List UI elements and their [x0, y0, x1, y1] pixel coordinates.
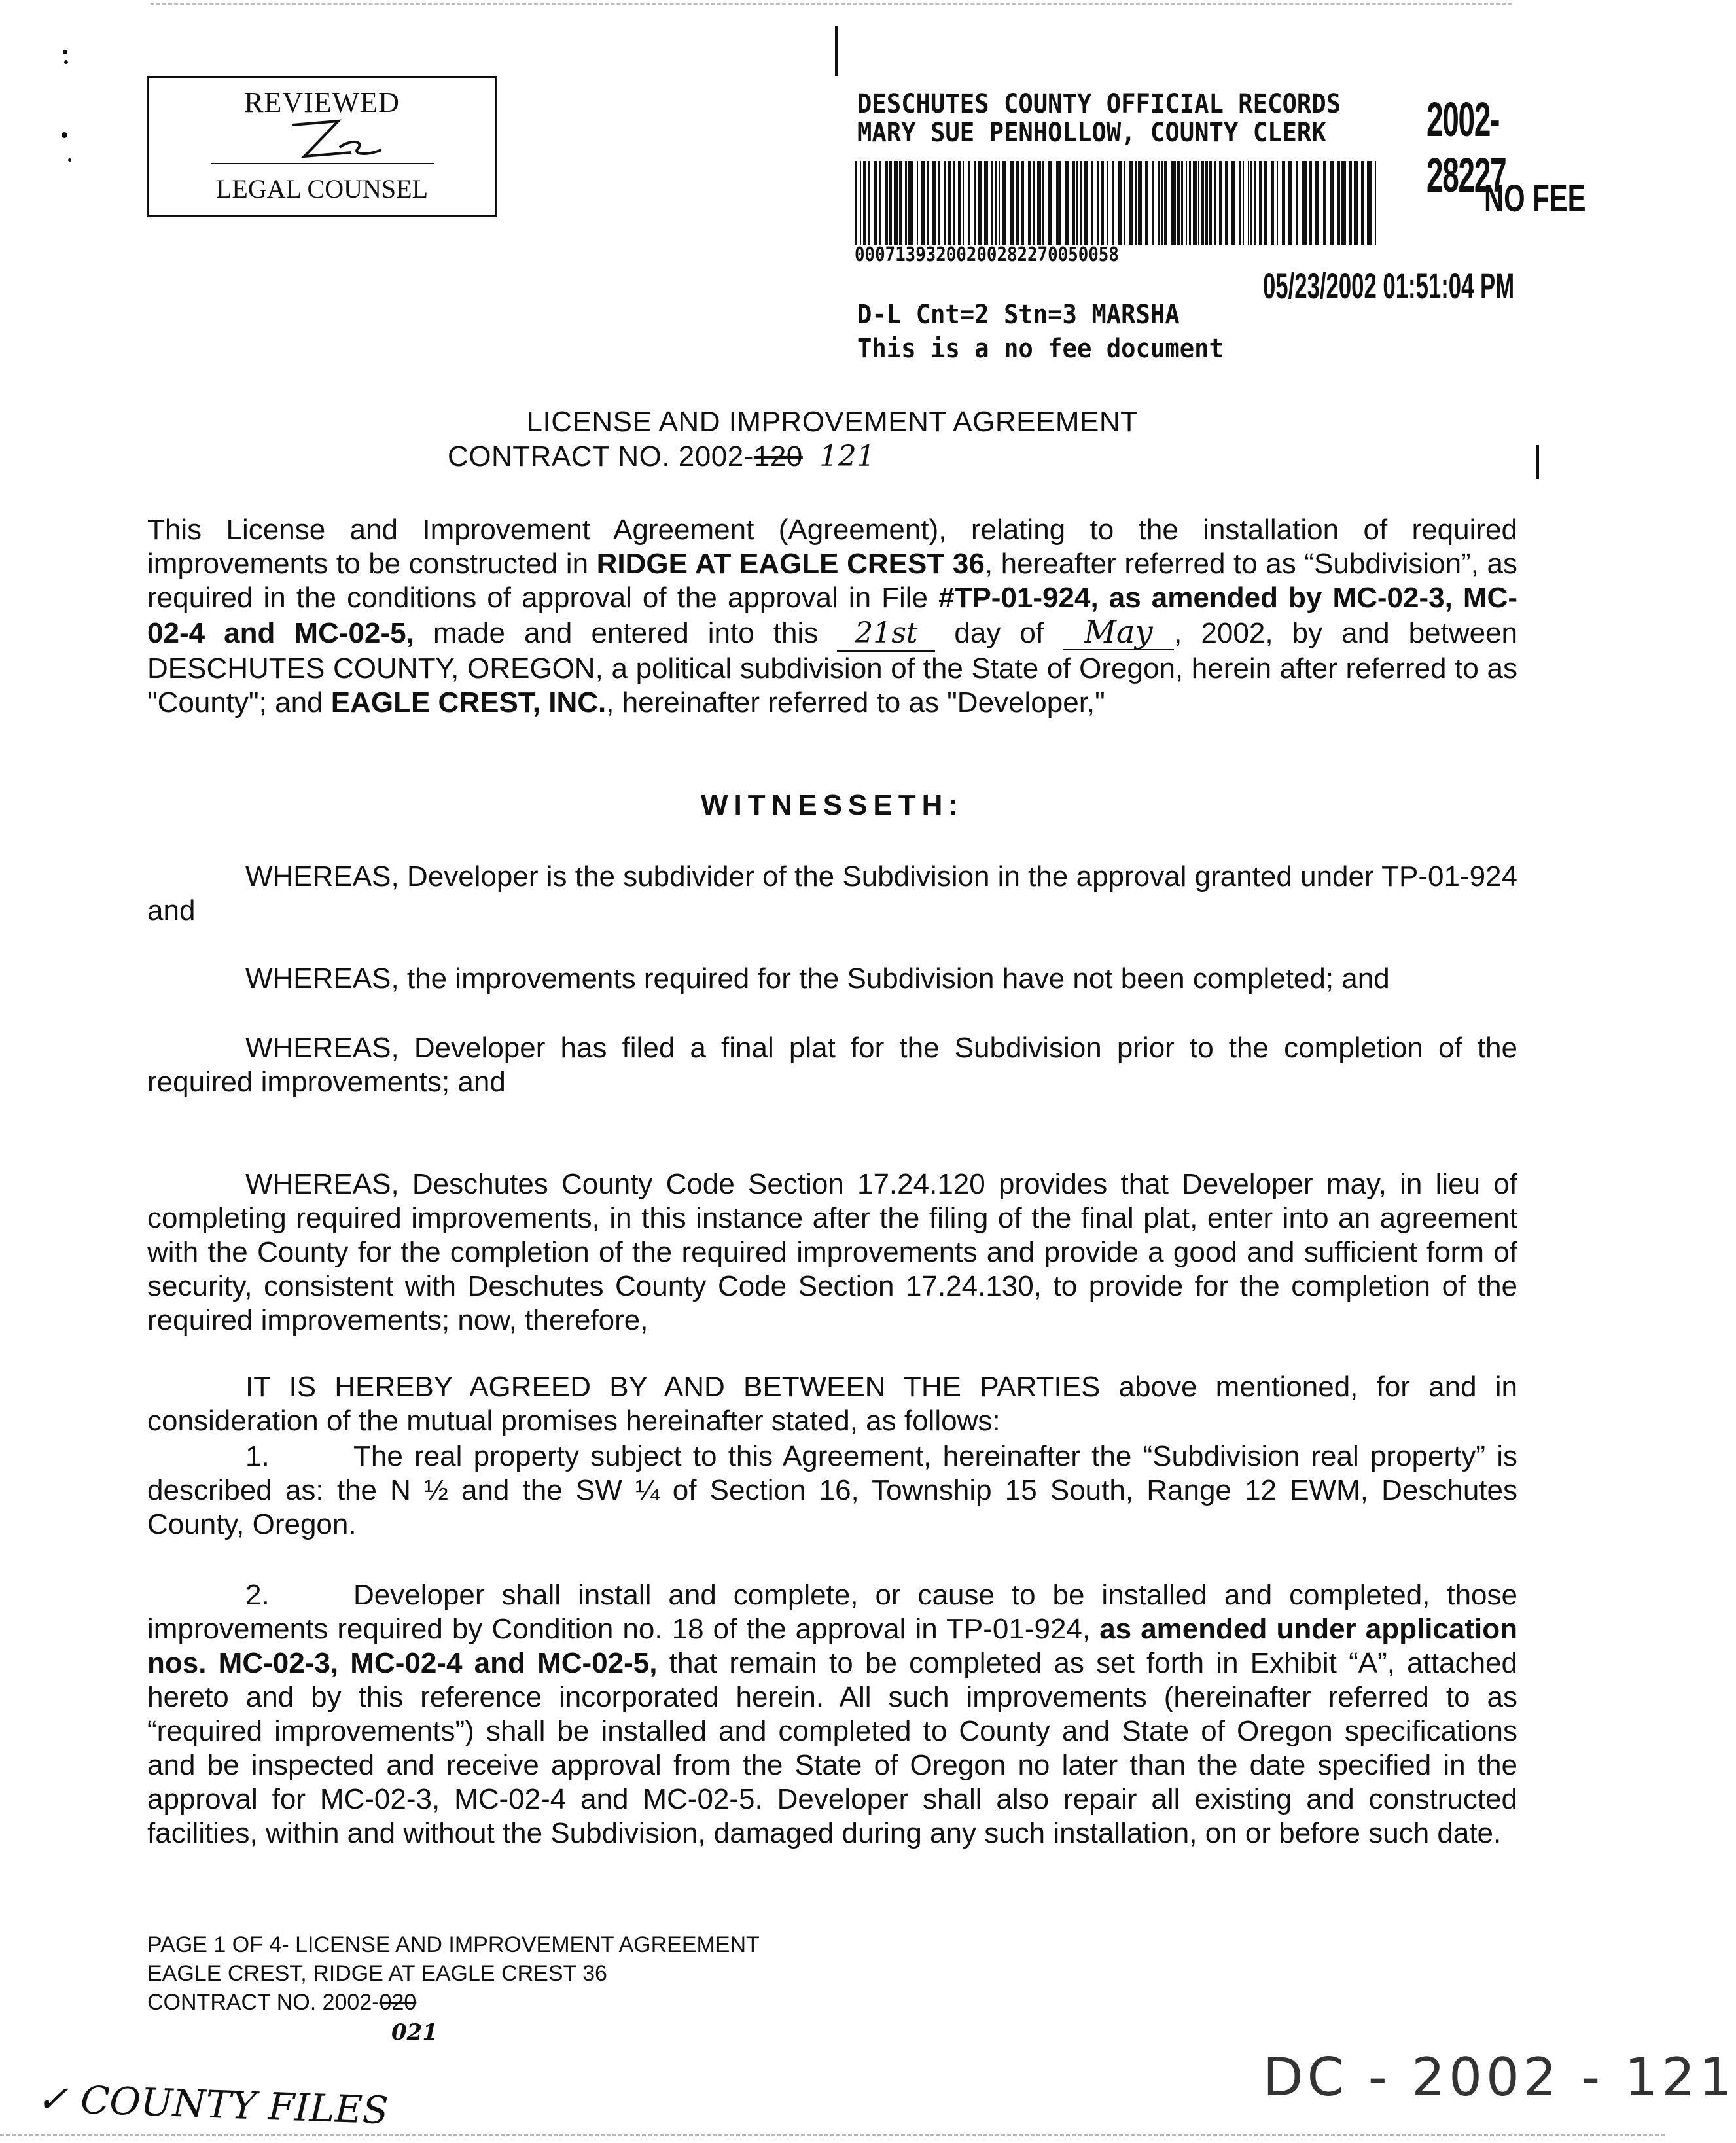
clause-number: 1.	[245, 1440, 270, 1472]
footer-project-line: EAGLE CREST, RIDGE AT EAGLE CREST 36	[147, 1961, 607, 1986]
intro-text: , 2002, by and between DESCHUTES COUNTY, OREGON, a political subdivision of the State of Oregon, herein after referred to as "County"; and	[147, 617, 1518, 718]
whereas-paragraph	[147, 962, 1517, 996]
whereas-paragraph	[147, 1031, 1517, 1099]
intro-text: made and entered into this	[414, 617, 838, 649]
witnesseth-heading: WITNESSETH:	[700, 789, 965, 821]
intro-paragraph	[147, 513, 1517, 720]
footer-handwritten-number: 021	[391, 2019, 438, 2046]
intro-text: day of	[935, 617, 1063, 649]
record-number: 2002-28227	[1426, 92, 1506, 202]
clause-1	[147, 1440, 1517, 1542]
whereas-paragraph	[147, 1167, 1517, 1337]
barcode-number: 00071393200200282270050058	[855, 243, 1119, 266]
footer-contract-struck: 020	[379, 1990, 417, 2015]
contract-number	[448, 440, 876, 473]
recording-date-time: 05/23/2002 01:51:04 PM	[1263, 265, 1515, 306]
contract-handwritten-number: 121	[819, 440, 876, 473]
footer-contract-line	[147, 1988, 416, 2017]
footer-page-line: PAGE 1 OF 4- LICENSE AND IMPROVEMENT AGREEMENT	[147, 1932, 760, 1957]
dc-contract-stamp: DC - 2002 - 121	[1263, 2047, 1736, 2108]
clause-text: that remain to be completed as set forth in Exhibit “A”, attached hereto and by this reference incorporated herein. All such improvements (hereinafter referred to as “required improvements”) shall be installed and completed to County and State of Oregon specifications and be inspected and receive approval from the State of Oregon no later than the date specified in the approval for MC-02-3, MC-02-4 and MC-02-5. Developer shall also repair all existing and constructed facilities, within and without the Subdivision, damaged during any such installation, on or before such date.	[147, 1647, 1517, 1849]
clause-text: Developer shall install and complete, or cause to be installed and completed, those improvements required by Condition no. 18 of the approval in TP-01-924,	[147, 1579, 1517, 1645]
whereas-text: WHEREAS, the improvements required for the Subdivision have not been completed; and	[245, 963, 1390, 995]
handwritten-month: May	[1063, 615, 1174, 650]
recording-codes: D-L Cnt=2 Stn=3 MARSHA	[857, 300, 1180, 330]
intro-text: , hereafter referred to as “Subdivision”, as required in the conditions of approval of the approval in File	[147, 548, 1518, 614]
scan-specks	[60, 46, 73, 177]
signature-line	[211, 163, 434, 164]
stamp-legal-counsel-label: LEGAL COUNSEL	[215, 174, 429, 204]
contract-struck-number: 120	[753, 440, 803, 472]
stamp-reviewed-label: REVIEWED	[244, 86, 400, 118]
clause-number: 2.	[245, 1579, 270, 1611]
recording-barcode	[855, 161, 1381, 245]
handwritten-county-files: ✓ COUNTY FILES	[35, 2076, 389, 2133]
clause-2	[147, 1578, 1517, 1851]
fee-label: NO FEE	[1484, 177, 1586, 220]
whereas-text: WHEREAS, Deschutes County Code Section 17.24.120 provides that Developer may, in lieu of completing required improvements, in this instance after the filing of the final plat, enter into an agreement with the County for the completion of the required improvements and provide a good and sufficient form of security, consistent with Deschutes County Code Section 17.24.130, to provide for the completion of the required improvements; now, therefore,	[147, 1168, 1517, 1336]
intro-text: This License and Improvement Agreement (Agreement), relating to the installation of required improvements to be constructed in	[147, 514, 1517, 580]
agreed-paragraph	[147, 1370, 1517, 1438]
reviewed-stamp	[147, 76, 497, 217]
scan-mark-line	[1536, 445, 1539, 479]
intro-text: , hereinafter referred to as "Developer,"	[606, 686, 1105, 718]
clause-amendment-reference: as amended under application nos. MC-02-3, MC-02-4 and MC-02-5,	[147, 1613, 1517, 1679]
whereas-paragraph	[147, 860, 1517, 928]
subdivision-name: RIDGE AT EAGLE CREST 36	[596, 548, 985, 580]
recording-clerk: MARY SUE PENHOLLOW, COUNTY CLERK	[857, 118, 1326, 148]
recording-note: This is a no fee document	[857, 334, 1224, 364]
developer-name: EAGLE CREST, INC.	[330, 686, 607, 718]
agreed-text: IT IS HEREBY AGREED BY AND BETWEEN THE PARTIES above mentioned, for and in consideration of the mutual promises hereinafter stated, as follows:	[147, 1371, 1517, 1437]
footer-contract-prefix: CONTRACT NO. 2002-	[147, 1990, 380, 2015]
handwritten-day: 21st	[837, 616, 935, 652]
whereas-text: WHEREAS, Developer is the subdivider of the Subdivision in the approval granted under TP-01-924 and	[147, 860, 1517, 927]
file-reference: #TP-01-924, as amended by MC-02-3, MC-02-4 and MC-02-5,	[147, 582, 1517, 649]
clause-text: The real property subject to this Agreement, hereinafter the “Subdivision real property” is described as: the N ½ and the SW ¼ of Section 16, Township 15 South, Range 12 EWM, Deschutes County, Oregon.	[147, 1440, 1517, 1540]
contract-prefix: CONTRACT NO. 2002-	[448, 440, 754, 472]
scan-edge-top	[151, 3, 1512, 5]
scan-mark-line	[835, 26, 838, 76]
document-title: LICENSE AND IMPROVEMENT AGREEMENT	[526, 406, 1139, 438]
signature-initials	[266, 116, 397, 168]
recording-office: DESCHUTES COUNTY OFFICIAL RECORDS	[857, 89, 1341, 119]
whereas-text: WHEREAS, Developer has filed a final plat for the Subdivision prior to the completion of the required improvements; and	[147, 1032, 1517, 1098]
scan-edge-bottom	[0, 2134, 1665, 2136]
